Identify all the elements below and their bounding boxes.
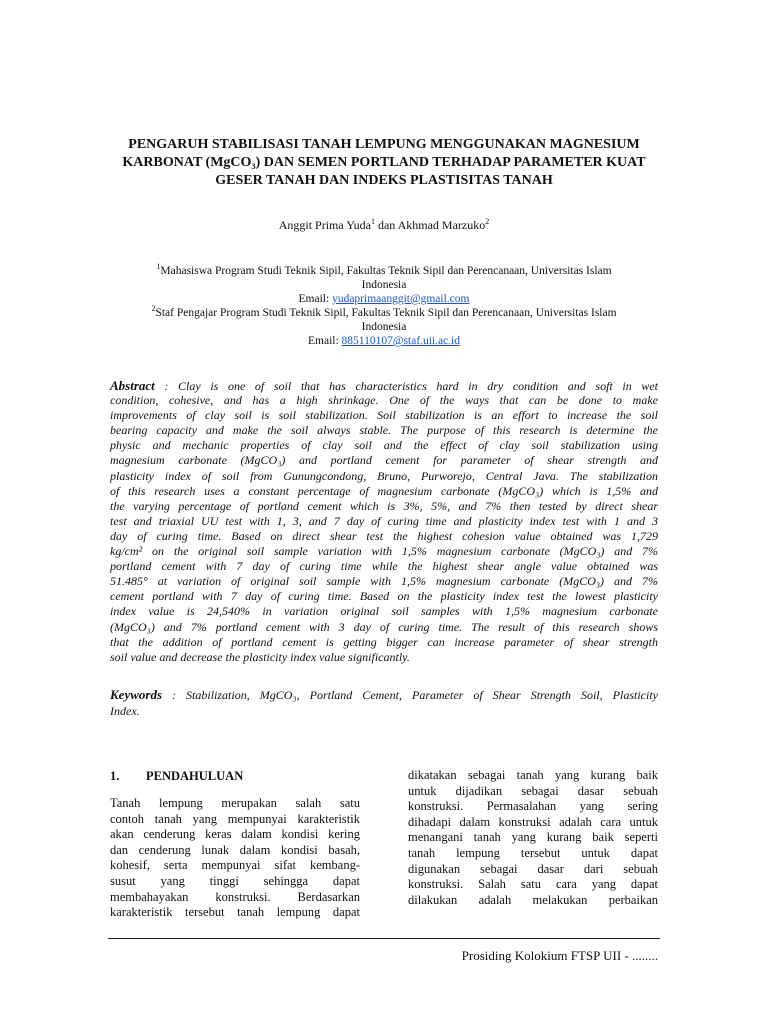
abstract-line: cement portland with 7 day of curing time. Based on the plasticity index test the lowest plasticity	[110, 589, 658, 604]
abstract-line: soil value and decrease the plasticity index value significantly.	[110, 649, 410, 664]
body-line: digunakan sebagai dasar dari sebuah	[408, 861, 658, 876]
affiliation-2	[110, 306, 658, 348]
email-link[interactable]: yudaprimaanggit@gmail.com	[332, 293, 470, 305]
abstract-line: magnesium carbonate (MgCO₃) and portland cement for parameter of shear strength and	[110, 453, 658, 468]
body-line: dilakukan adalah melakukan perbaikan	[408, 892, 658, 907]
title-line: PENGARUH STABILISASI TANAH LEMPUNG MENGGUNAKAN MAGNESIUM	[128, 137, 640, 152]
page-footer: Prosiding Kolokium FTSP UII - ........	[461, 948, 658, 963]
keywords-line: Index.	[110, 704, 140, 718]
affiliation-country: Indonesia	[361, 279, 407, 291]
body-column-left	[110, 796, 360, 921]
abstract-line: the varying percentage of portland cement which is 3%, 5%, and 7% then tested by direct shear	[110, 498, 658, 513]
section-number: 1.	[110, 769, 120, 783]
body-line: akan cenderung keras dalam kondisi kering	[110, 827, 360, 842]
body-column-right	[408, 768, 658, 908]
body-line: susut yang tinggi sehingga dapat	[110, 873, 360, 888]
body-line: dikatakan sebagai tanah yang kurang baik	[408, 768, 658, 782]
author-name: Anggit Prima Yuda	[278, 218, 371, 232]
author-list	[110, 218, 658, 233]
body-line: karakteristik tersebut tanah lempung dapat	[110, 905, 360, 920]
body-line: tanah lempung tersebut untuk dapat	[408, 845, 658, 860]
abstract-line: kg/cm² on the original soil sample variation with 1,5% magnesium carbonate (MgCO₃) and 7%	[110, 544, 658, 559]
body-line: contoh tanah yang mempunyai karakteristik	[110, 811, 360, 826]
paper-title	[110, 136, 658, 190]
section-heading	[110, 769, 243, 784]
body-line: menangani tanah yang kurang baik seperti	[408, 830, 658, 845]
body-line: untuk dijadikan sebagai dasar sebuah	[408, 783, 658, 798]
body-line: konstruksi. Permasalahan yang sering	[408, 799, 658, 814]
abstract-line: day of curing time. Based on direct shear test the highest cohesion value obtained was 1,729	[110, 528, 658, 543]
abstract-line: of this research uses a constant percentage of magnesium carbonate (MgCO₃) which is 1,5% and	[110, 483, 658, 498]
email-label: Email:	[308, 335, 342, 347]
keywords-line: Keywords : Stabilization, MgCO₃, Portland Cement, Parameter of Shear Strength Soil, Plasticity	[110, 687, 658, 702]
affiliation-mark: 1	[156, 262, 161, 272]
email-link[interactable]: 885110107@staf.uii.ac.id	[341, 335, 460, 347]
abstract-line: bearing capacity and make the soil always stable. The purpose of this research is determine the	[110, 423, 658, 438]
body-line: kohesif, serta mempunyai sifat kembang-	[110, 858, 360, 873]
keywords-label: Keywords	[110, 687, 162, 702]
abstract-line: plasticity index of soil from Gunungcondong, Bruno, Purworejo, Central Java. The stabilization	[110, 468, 658, 483]
author-name: Akhmad Marzuko	[397, 218, 486, 232]
abstract-line: 51.485° at variation of original soil sample with 1,5% magnesium carbonate (MgCO₃) and 7%	[110, 574, 658, 589]
abstract-line: improvements of clay soil is soil stabilization. Soil stabilization is an effort to increase the soil	[110, 408, 658, 423]
abstract-line: portland cement with 7 day of curing time while the highest shear angle value obtained was	[110, 559, 658, 574]
affiliation-text: Staf Pengajar Program Studi Teknik Sipil, Fakultas Teknik Sipil dan Perencanaan, Universitas Islam	[155, 307, 617, 319]
abstract-line: index value is 24,540% in variation original soil samples with 1,5% magnesium carbonate	[110, 604, 658, 619]
abstract-line: test and triaxial UU test with 1, 3, and 7 day of curing time and plasticity index test with 1 and 3	[110, 513, 658, 528]
body-line: konstruksi. Salah satu cara yang dapat	[408, 877, 658, 892]
abstract-label: Abstract	[110, 378, 155, 393]
email-label: Email:	[298, 293, 333, 305]
section-title: PENDAHULUAN	[146, 769, 244, 783]
title-line: GESER TANAH DAN INDEKS PLASTISITAS TANAH	[215, 173, 553, 188]
abstract-line: Abstract : Clay is one of soil that has characteristics hard in dry condition and soft in wet	[110, 378, 658, 393]
abstract	[110, 378, 658, 665]
author-conjunction: dan	[374, 218, 398, 232]
abstract-line: physic and mechanic properties of clay soil and the effect of clay soil stabilization using	[110, 438, 658, 453]
affiliation-country: Indonesia	[361, 321, 407, 333]
affiliation-text: Mahasiswa Program Studi Teknik Sipil, Fakultas Teknik Sipil dan Perencanaan, Universitas Islam	[160, 265, 612, 277]
affiliation-mark: 2	[485, 217, 490, 226]
body-line: membahayakan konstruksi. Berdasarkan	[110, 889, 360, 904]
body-line: dan cenderung lunak dalam kondisi basah,	[110, 842, 360, 857]
footer-divider	[108, 938, 660, 939]
keywords	[110, 687, 658, 719]
body-line: dihadapi dalam konstruksi adalah cara untuk	[408, 814, 658, 829]
abstract-line: (MgCO₃) and 7% portland cement with 3 day of curing time. The result of this research shows	[110, 619, 658, 634]
title-line: KARBONAT (MgCO₃) DAN SEMEN PORTLAND TERHADAP PARAMETER KUAT	[122, 155, 646, 170]
affiliation-mark: 2	[151, 304, 156, 314]
affiliation-mark: 1	[370, 217, 375, 226]
body-line: Tanah lempung merupakan salah satu	[110, 796, 360, 810]
abstract-line: that the addition of portland cement is getting bigger can increase parameter of shear strength	[110, 634, 658, 649]
affiliation-1	[110, 264, 658, 306]
abstract-line: condition, cohesive, and has a high shrinkage. One of the ways that can be done to make	[110, 393, 658, 408]
